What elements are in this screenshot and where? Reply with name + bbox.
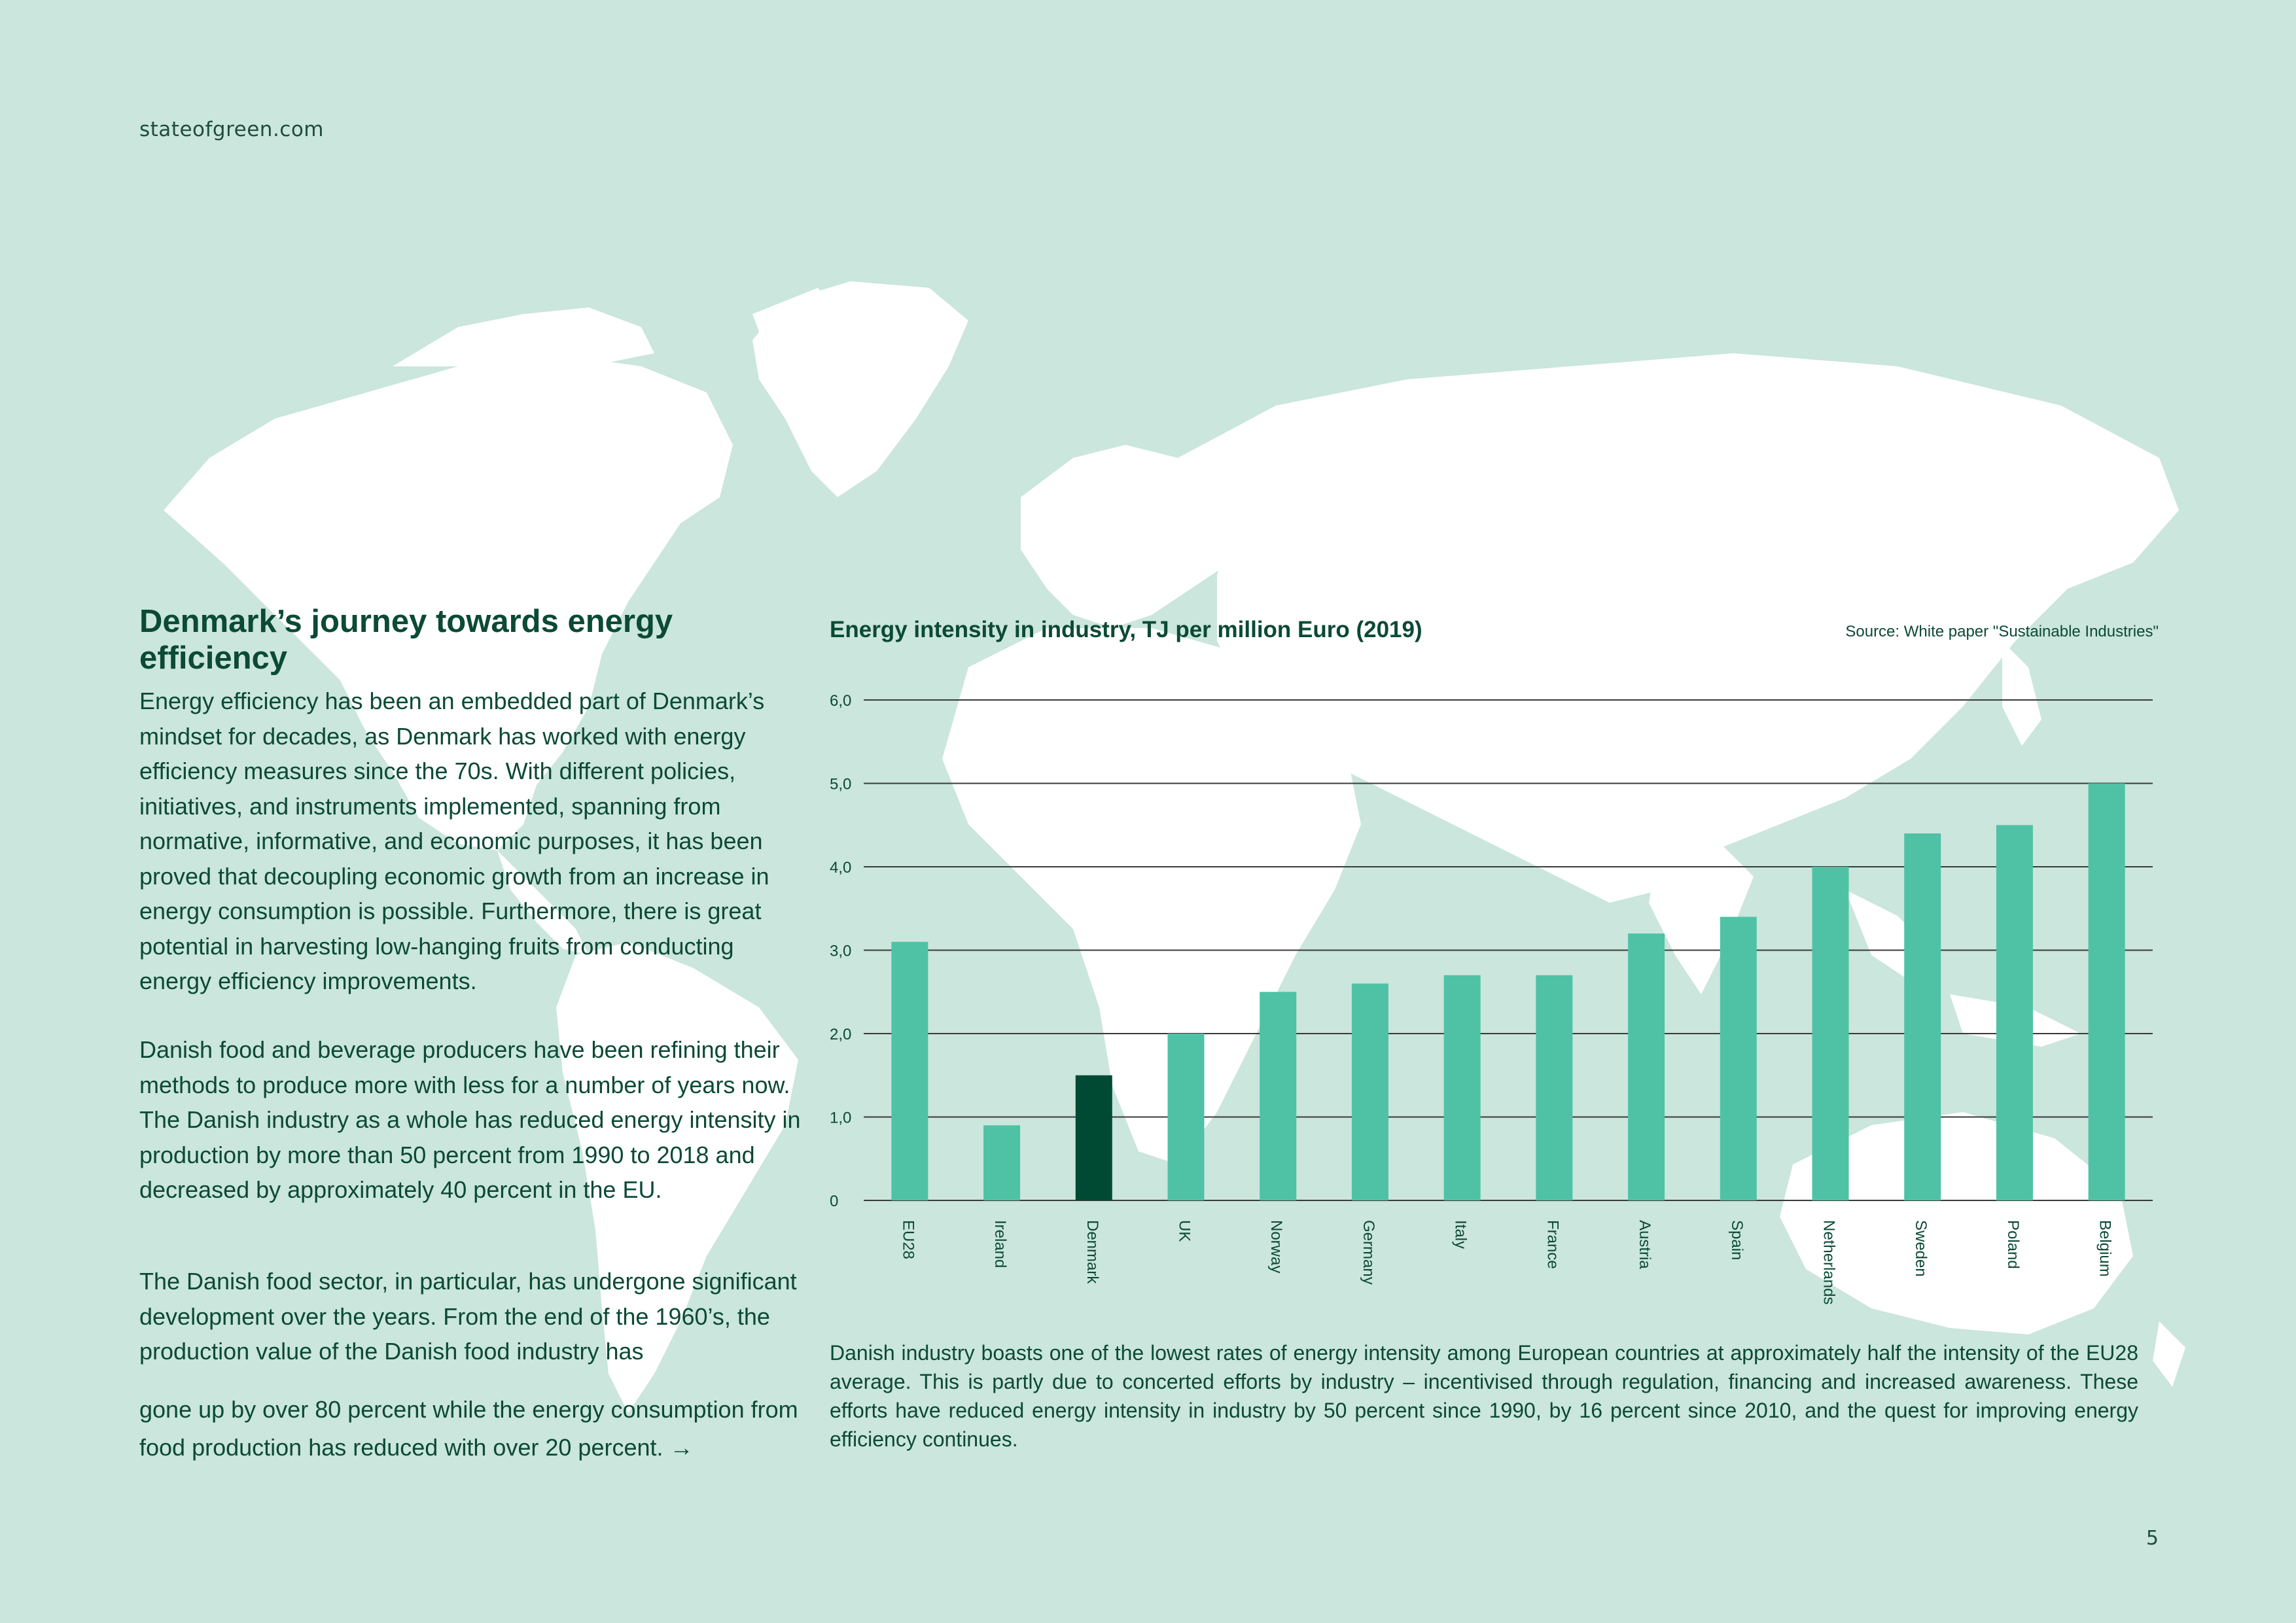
bar-norway <box>1260 992 1296 1200</box>
x-tick-label: Spain <box>1727 1220 1746 1261</box>
x-tick-label: France <box>1544 1220 1562 1269</box>
bar-denmark <box>1076 1075 1112 1200</box>
x-tick-label: Poland <box>2004 1220 2022 1269</box>
x-tick-label: Norway <box>1267 1220 1286 1274</box>
bar-spain <box>1720 917 1757 1201</box>
x-tick-label: UK <box>1175 1220 1193 1242</box>
bar-sweden <box>1904 833 1941 1200</box>
page-number: 5 <box>2146 1527 2159 1550</box>
x-tick-label: Denmark <box>1083 1220 1101 1284</box>
y-tick-label: 5,0 <box>830 775 852 794</box>
x-tick-label: Germany <box>1359 1220 1377 1285</box>
chart-caption: Danish industry boasts one of the lowest rates of energy intensity among European countries at approximately half the intensity of the EU28 average. This is partly due to concerted efforts by industry – incentivised through regulation, financing and increased awareness. These efforts have reduced energy intensity in industry by 50 percent since 1990, by 16 percent since 2010, and the quest for improving energy efficiency continues. <box>830 1341 2138 1451</box>
bar-germany <box>1352 984 1388 1201</box>
bar-netherlands <box>1812 867 1849 1200</box>
y-tick-label: 1,0 <box>830 1109 852 1127</box>
paragraph-4: gone up by over 80 percent while the energy consumption from food production has reduced with over 20 percent. → <box>139 1396 798 1461</box>
y-tick-label: 3,0 <box>830 942 852 960</box>
y-tick-label: 4,0 <box>830 859 852 877</box>
paragraph-1: Energy efficiency has been an embedded part of Denmark’s mindset for decades, as Denmark has worked with energy efficiency measures since the 70s. With different policies, initiatives, and instruments implemented, spanning from normative, informative, and economic purposes, it has been proved that decoupling economic growth from an increase in energy consumption is possible. Furthermore, there is great potential in harvesting low-hanging fruits from conducting energy efficiency improvements. <box>139 688 769 994</box>
bar-austria <box>1628 934 1665 1200</box>
x-tick-label: Belgium <box>2096 1220 2114 1277</box>
bar-france <box>1536 975 1572 1200</box>
paragraph-3: The Danish food sector, in particular, has undergone significant development over the years. From the end of the 1960’s, the production value of the Danish food industry has <box>139 1268 797 1365</box>
y-tick-label: 0 <box>830 1193 839 1210</box>
x-tick-label: Italy <box>1451 1220 1470 1249</box>
bar-uk <box>1168 1034 1205 1200</box>
chart-title: Energy intensity in industry, TJ per million Euro (2019) <box>830 617 1422 642</box>
section-heading: Denmark’s journey towards energy efficiency <box>139 604 673 676</box>
chart-source: Source: White paper "Sustainable Industries" <box>1845 623 2159 640</box>
x-tick-label: EU28 <box>899 1220 917 1260</box>
site-url[interactable]: stateofgreen.com <box>139 118 325 141</box>
bar-poland <box>1996 825 2033 1200</box>
x-tick-label: Netherlands <box>1820 1220 1838 1305</box>
y-tick-label: 6,0 <box>830 692 852 710</box>
paragraph-2: Danish food and beverage producers have been refining their methods to produce more with less for a number of years now. The Danish industry as a whole has reduced energy intensity in production by more than 50 percent from 1990 to 2018 and decreased by approximately 40 percent in the EU. <box>139 1036 801 1203</box>
x-tick-label: Sweden <box>1912 1220 1930 1277</box>
bar-eu28 <box>891 942 928 1200</box>
x-tick-label: Ireland <box>991 1220 1010 1268</box>
bar-belgium <box>2089 784 2125 1201</box>
y-tick-label: 2,0 <box>830 1026 852 1043</box>
bar-ireland <box>983 1125 1020 1200</box>
bar-italy <box>1444 975 1481 1200</box>
x-tick-label: Austria <box>1636 1220 1654 1269</box>
